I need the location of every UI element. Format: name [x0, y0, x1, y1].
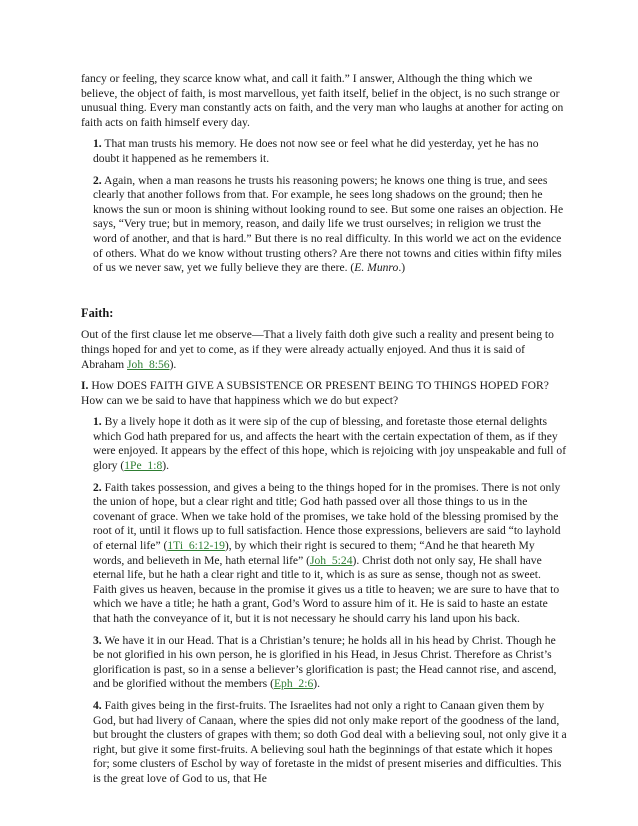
sub-3-end: ).: [313, 677, 321, 691]
sub-1-text: By a lively hope it doth as it were sip of the cup of blessing, and foretaste those eternal delights which God hath prepared for us, and affects the heart with the certain expectation of them, as if they were enjoyed. It appears by the effect of this hope, which is rejoicing with joy unspeakable and full of glory (: [93, 415, 567, 473]
faith-heading: Faith:: [81, 305, 114, 320]
sub-1-number: 1.: [93, 415, 102, 429]
section-1-numeral: I.: [81, 379, 89, 393]
faith-intro-text: Out of the first clause let me observe—That a lively faith doth give such a reality and present being to things hoped for and yet to come, as if they were already actually enjoyed. And thus it is said of Abraham: [81, 328, 554, 371]
section-1-paragraph: [81, 379, 567, 408]
point-2-author: E. Munro: [354, 261, 399, 275]
sub-2-number: 2.: [93, 480, 102, 494]
sub-2-paragraph: [81, 481, 567, 627]
sub-1-end: ).: [162, 459, 170, 473]
intro-text: fancy or feeling, they scarce know what, and call it faith.” I answer, Although the thing which we believe, the object of faith, is most marvellous, yet faith itself, belief in the object, is no such strange or unusual thing. Every man constantly acts on faith, and the very man who laughs at another for acting on faith acts on faith himself every day.: [81, 72, 564, 129]
point-2-number: 2.: [93, 173, 102, 187]
faith-intro-paragraph: [81, 328, 567, 372]
point-2-text: Again, when a man reasons he trusts his reasoning powers; he knows one thing is true, and sees clearly that another follows from that. For example, he sees long shadows on the ground; then he knows the sun or moon is shining without looking round to see. But some one raises an objection. He says, “Very true; but in memory, reason, and daily life we trust ourselves; in religion we trust the word of another, and that is hard.” But there is no real difficulty. In this world we act on the evidence of others. What do we know without trusting others? Are there not towns and cities within fifty miles of us we never saw, yet we fully believe they are there. (: [93, 173, 564, 275]
sub-3-number: 3.: [93, 633, 102, 647]
sub-4-number: 4.: [93, 698, 102, 712]
sub-4-paragraph: [81, 699, 567, 787]
document-page: [81, 72, 567, 794]
ref-link-joh-5-24[interactable]: Joh_5:24: [309, 553, 353, 567]
faith-intro-end: ).: [169, 357, 177, 371]
sub-4-text: Faith gives being in the first-fruits. The Israelites had not only a right to Canaan given them by God, but had livery of Canaan, where the spies did not only make report of the goodness of the land, but brought the clusters of grapes with them; so doth God deal with a believing soul, not only give it a right, but give it some first-fruits. A believing soul hath the beginnings of that estate which it hopes for; some clusters of Eschol by way of foretaste in the midst of present miseries and difficulties. This is the great love of God to us, that He: [93, 698, 567, 785]
point-2-end: .): [398, 261, 406, 275]
intro-paragraph: [81, 72, 567, 130]
sub-2-text-a: Faith takes possession, and gives a being to the things hoped for in the promises. There is not only the union of hope, but a clear right and title; God hath passed over all those things to us in the covenant of grace. When we take hold of the promises, we take hold of the blessing promised by the root of it, until it flows up to full satisfaction. Hence those expressions, believers are said “to layhold of eternal life” (: [93, 480, 561, 553]
sub-1-paragraph: [81, 415, 567, 473]
point-1-number: 1.: [93, 137, 102, 151]
ref-link-1ti-6-12-19[interactable]: 1Ti_6:12-19: [167, 539, 225, 553]
sub-3-paragraph: [81, 634, 567, 692]
ref-link-eph-2-6[interactable]: Eph_2:6: [273, 677, 314, 691]
sub-3-text: We have it in our Head. That is a Christian’s tenure; he holds all in his head by Christ. Though he be not glorified in his own person, he is glorified in his Head, in Jesus Christ. Therefore as Christ’s glorification is past, so in a sense a believer’s glorification is past; the Head cannot rise, and ascend, and be glorified without the members (: [93, 633, 557, 691]
sub-2-text-b: ), by which their right is secured to them; “And he that heareth My words, and believeth in Me, hath eternal life” (: [93, 539, 535, 567]
point-2-paragraph: [81, 174, 567, 276]
point-1-paragraph: [81, 137, 567, 166]
ref-link-1pe-1-8[interactable]: 1Pe_1:8: [124, 459, 163, 473]
sub-2-text-c: ). Christ doth not only say, He shall have eternal life, but he hath a clear right and title to it, which is as sure as sense, though not as sweet. Faith gives us heaven, because in the promise it gives us a title to heaven; we are sure to have that to which we have a title; he hath a grant, God’s Word to assure him of it. He is said to haste an estate that hath the conveyance of it, but it is not necessary he should carry his land upon his back.: [93, 553, 560, 625]
section-1-text: How DOES FAITH GIVE A SUBSISTENCE OR PRESENT BEING TO THINGS HOPED FOR? How can we be said to have that happiness which we do but expect?: [81, 379, 549, 407]
point-1-text: That man trusts his memory. He does not now see or feel what he did yesterday, yet he has no doubt it happened as he remembers it.: [93, 137, 539, 165]
ref-link-joh-8-56[interactable]: Joh_8:56: [127, 357, 170, 371]
